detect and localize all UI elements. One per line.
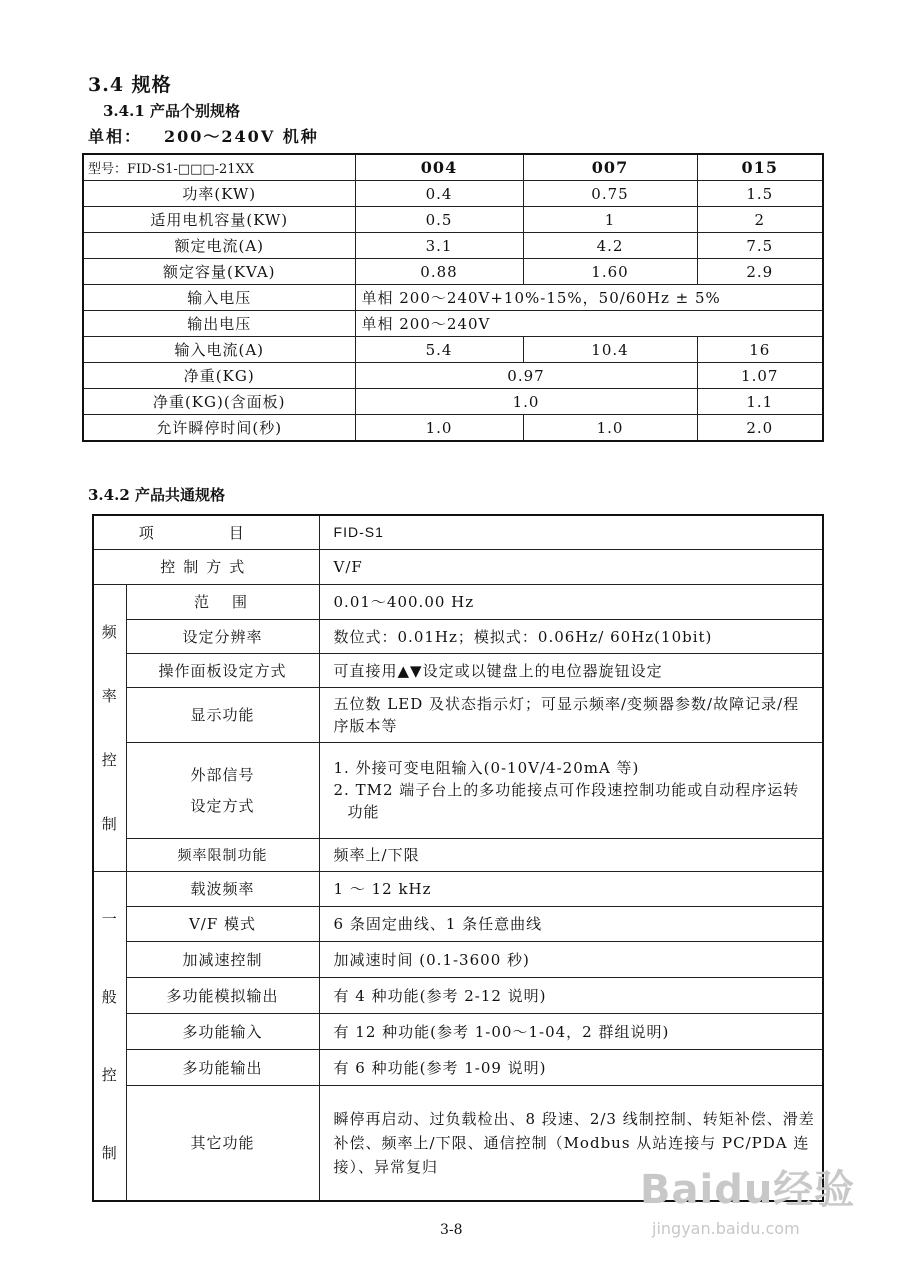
cell-value: 0.5: [355, 207, 523, 233]
group-char: 率: [101, 686, 118, 705]
individual-spec-table: [82, 153, 824, 442]
cell-value: 加减速时间 (0.1-3600 秒): [319, 941, 823, 977]
phase-label: 单相：: [88, 127, 143, 146]
cell-value: 1.0: [355, 415, 523, 442]
page-number: 3-8: [440, 1222, 463, 1238]
table-row: [93, 584, 823, 619]
cell-value: 有 6 种功能(参考 1-09 说明): [319, 1049, 823, 1085]
cell-value: 数位式：0.01Hz；模拟式：0.06Hz/ 60Hz(10bit): [319, 619, 823, 653]
row-label: 净重(KG): [83, 363, 355, 389]
table-row: [83, 363, 823, 389]
row-label: 输入电流(A): [83, 337, 355, 363]
cell-value: 瞬停再启动、过负载检出、8 段速、2/3 线制控制、转矩补偿、滑差补偿、频率上/下限、通信控制（Modbus 从站连接与 PC/PDA 连接）、异常复归: [319, 1085, 823, 1201]
phase-value: 200～240V 机种: [164, 127, 319, 146]
cell-value: 5.4: [355, 337, 523, 363]
external-item-1: 1. 外接可变电阻输入(0-10V/4-20mA 等): [333, 759, 640, 777]
cell-value: 1.60: [523, 259, 697, 285]
watermark-brand: Baidu经验: [640, 1167, 856, 1213]
model-header: FID-S1: [319, 515, 823, 549]
table-row: [93, 838, 823, 871]
cell-value: 频率上/下限: [319, 838, 823, 871]
row-label: 控制方式: [93, 549, 319, 584]
cell-value: 0.75: [523, 181, 697, 207]
table-row: [93, 549, 823, 584]
cell-value: V/F: [319, 549, 823, 584]
table-row: [93, 1049, 823, 1085]
cell-value: 7.5: [697, 233, 823, 259]
table-row: [93, 687, 823, 742]
table-row: [93, 941, 823, 977]
cell-value: 0.01～400.00 Hz: [319, 584, 823, 619]
row-label: [126, 742, 319, 838]
row-label: 多功能输入: [126, 1013, 319, 1049]
table-row: [93, 653, 823, 687]
row-label: 其它功能: [126, 1085, 319, 1201]
watermark-url: jingyan.baidu.com: [652, 1219, 800, 1238]
output-voltage-value: 单相 200～240V: [355, 311, 823, 337]
cell-value: 有 12 种功能(参考 1-00～1-04，2 群组说明): [319, 1013, 823, 1049]
group-char: 制: [101, 814, 118, 833]
table-row: [93, 515, 823, 549]
table-row: [93, 977, 823, 1013]
external-label-line2: 设定方式: [190, 797, 255, 815]
row-label: 设定分辨率: [126, 619, 319, 653]
cell-value: 1.07: [697, 363, 823, 389]
cell-value: 1.5: [697, 181, 823, 207]
cell-value: 1.0: [523, 415, 697, 442]
column-header: 007: [523, 154, 697, 181]
row-label: 多功能输出: [126, 1049, 319, 1085]
cell-value: 4.2: [523, 233, 697, 259]
cell-value: 1 ～ 12 kHz: [319, 871, 823, 906]
column-header: 004: [355, 154, 523, 181]
table-row: [93, 871, 823, 906]
external-item-2: 2. TM2 端子台上的多功能接点可作段速控制功能或自动程序运转功能: [333, 781, 800, 821]
cell-value-merged: 0.97: [355, 363, 697, 389]
row-label: 加减速控制: [126, 941, 319, 977]
phase-heading: [88, 124, 319, 147]
row-label: 输出电压: [83, 311, 355, 337]
row-label: 范 围: [126, 584, 319, 619]
cell-value: 0.4: [355, 181, 523, 207]
cell-value: 1.1: [697, 389, 823, 415]
row-label: 适用电机容量(KW): [83, 207, 355, 233]
row-label: 净重(KG)(含面板): [83, 389, 355, 415]
row-label: 额定电流(A): [83, 233, 355, 259]
group-char: 频: [101, 622, 118, 641]
table-row: [83, 337, 823, 363]
row-label: 多功能模拟输出: [126, 977, 319, 1013]
group-char: 控: [101, 1065, 118, 1084]
group-char: 般: [101, 987, 118, 1006]
subsection-heading-individual: 3.4.1 产品个别规格: [103, 102, 240, 120]
general-control-group-label: [93, 871, 126, 1201]
watermark: [640, 1158, 855, 1238]
group-char: 控: [101, 750, 118, 769]
common-spec-table: [92, 514, 824, 1202]
item-header: 项 目: [93, 515, 319, 549]
row-label: 功率(KW): [83, 181, 355, 207]
row-label: 操作面板设定方式: [126, 653, 319, 687]
external-label-line1: 外部信号: [190, 766, 255, 784]
cell-value: 6 条固定曲线、1 条任意曲线: [319, 906, 823, 941]
group-char: 制: [101, 1143, 118, 1162]
cell-value: 2.9: [697, 259, 823, 285]
row-label: 输入电压: [83, 285, 355, 311]
cell-value: 0.88: [355, 259, 523, 285]
table-row: [93, 619, 823, 653]
table-row: [83, 259, 823, 285]
cell-value: 有 4 种功能(参考 2-12 说明): [319, 977, 823, 1013]
cell-value-merged: 1.0: [355, 389, 697, 415]
subsection-heading-common: 3.4.2 产品共通规格: [88, 486, 225, 504]
cell-value: 1: [523, 207, 697, 233]
model-label: 型号：FID-S1-□□□-21XX: [83, 154, 355, 181]
table-row: [83, 181, 823, 207]
cell-value: [319, 742, 823, 838]
row-label: 显示功能: [126, 687, 319, 742]
cell-value: 16: [697, 337, 823, 363]
table-row: [93, 906, 823, 941]
table-row: [93, 1013, 823, 1049]
table-row: [83, 154, 823, 181]
section-heading: 3.4 规格: [88, 74, 172, 96]
cell-value: 可直接用▲▼设定或以键盘上的电位器旋钮设定: [319, 653, 823, 687]
cell-value: 3.1: [355, 233, 523, 259]
cell-value: 10.4: [523, 337, 697, 363]
table-row: [93, 742, 823, 838]
table-row: [83, 415, 823, 442]
row-label: V/F 模式: [126, 906, 319, 941]
row-label: 额定容量(KVA): [83, 259, 355, 285]
table-row: [83, 389, 823, 415]
table-row: [83, 285, 823, 311]
column-header: 015: [697, 154, 823, 181]
table-row: [83, 207, 823, 233]
row-label: 载波频率: [126, 871, 319, 906]
row-label: 允许瞬停时间(秒): [83, 415, 355, 442]
group-char: 一: [101, 909, 118, 928]
table-row: [83, 233, 823, 259]
cell-value: 2.0: [697, 415, 823, 442]
cell-value: 五位数 LED 及状态指示灯；可显示频率/变频器参数/故障记录/程序版本等: [319, 687, 823, 742]
cell-value: 2: [697, 207, 823, 233]
row-label: 频率限制功能: [126, 838, 319, 871]
table-row: [83, 311, 823, 337]
input-voltage-value: 单相 200～240V+10%-15%，50/60Hz ± 5%: [355, 285, 823, 311]
freq-control-group-label: [93, 584, 126, 871]
